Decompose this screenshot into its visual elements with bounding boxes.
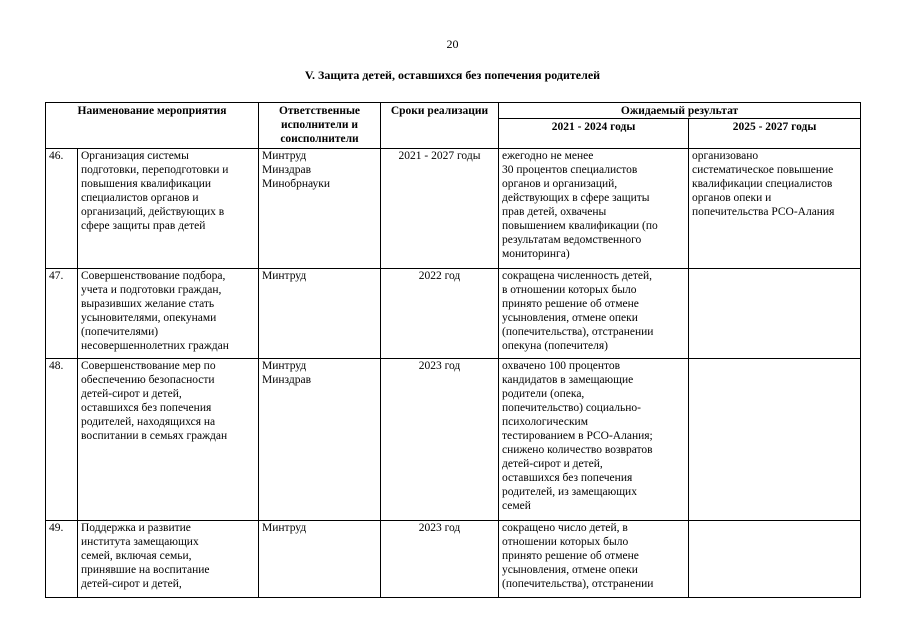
header-result-2025-2027: 2025 - 2027 годы <box>689 119 861 149</box>
event-name: Поддержка и развитие института замещающих семей, включая семьи, принявшие на воспитание детей-сирот и детей, <box>78 521 259 598</box>
responsible-cell: Минтруд Минздрав <box>259 359 381 521</box>
result-2021-2024-cell: сокращена численность детей, в отношении которых было принято решение об отмене усыновления, отмене опеки (попечительства), отстранении опекуна (попечителя) <box>499 269 689 359</box>
event-name: Совершенствование подбора, учета и подготовки граждан, выразивших желание стать усыновителями, опекунами (попечителями) несовершеннолетних граждан <box>78 269 259 359</box>
result-2025-2027-cell <box>689 359 861 521</box>
page-number: 20 <box>446 37 459 51</box>
measures-table <box>45 102 861 598</box>
result-2021-2024-cell: ежегодно не менее 30 процентов специалистов органов и организаций, действующих в сфере защиты прав детей, охвачены повышением квалификации (по результатам ведомственного мониторинга) <box>499 149 689 269</box>
header-row <box>46 103 861 119</box>
table-row <box>46 521 861 598</box>
responsible-cell: Минтруд <box>259 521 381 598</box>
header-expected-result: Ожидаемый результат <box>499 103 861 119</box>
table-row <box>46 359 861 521</box>
table-row <box>46 269 861 359</box>
period-cell: 2022 год <box>381 269 499 359</box>
table-row <box>46 149 861 269</box>
result-2021-2024-cell: охвачено 100 процентов кандидатов в замещающие родители (опека, попечительство) социально- психологическим тестированием в РСО-Алания; снижено количество возвратов детей-сирот и детей, оставшихся без попечения родителей, из замещающих семей <box>499 359 689 521</box>
responsible-cell: Минтруд Минздрав Минобрнауки <box>259 149 381 269</box>
period-cell: 2023 год <box>381 359 499 521</box>
period-cell: 2023 год <box>381 521 499 598</box>
period-cell: 2021 - 2027 годы <box>381 149 499 269</box>
result-2025-2027-cell <box>689 269 861 359</box>
result-2021-2024-cell: сокращено число детей, в отношении которых было принято решение об отмене усыновления, отмене опеки (попечительства), отстранении <box>499 521 689 598</box>
row-number: 48. <box>46 359 78 521</box>
responsible-cell: Минтруд <box>259 269 381 359</box>
event-name: Организация системы подготовки, переподготовки и повышения квалификации специалистов органов и организаций, действующих в сфере защиты прав детей <box>78 149 259 269</box>
section-title: V. Защита детей, оставшихся без попечения родителей <box>304 68 601 82</box>
result-2025-2027-cell: организовано систематическое повышение квалификации специалистов органов опеки и попечительства РСО-Алания <box>689 149 861 269</box>
event-name: Совершенствование мер по обеспечению безопасности детей-сирот и детей, оставшихся без попечения родителей, находящихся на воспитании в семьях граждан <box>78 359 259 521</box>
row-number: 49. <box>46 521 78 598</box>
header-responsible: Ответственные исполнители и соисполнители <box>259 103 381 149</box>
header-period: Сроки реализации <box>381 103 499 149</box>
row-number: 47. <box>46 269 78 359</box>
header-result-2021-2024: 2021 - 2024 годы <box>499 119 689 149</box>
header-event-name: Наименование мероприятия <box>46 103 259 149</box>
row-number: 46. <box>46 149 78 269</box>
result-2025-2027-cell <box>689 521 861 598</box>
